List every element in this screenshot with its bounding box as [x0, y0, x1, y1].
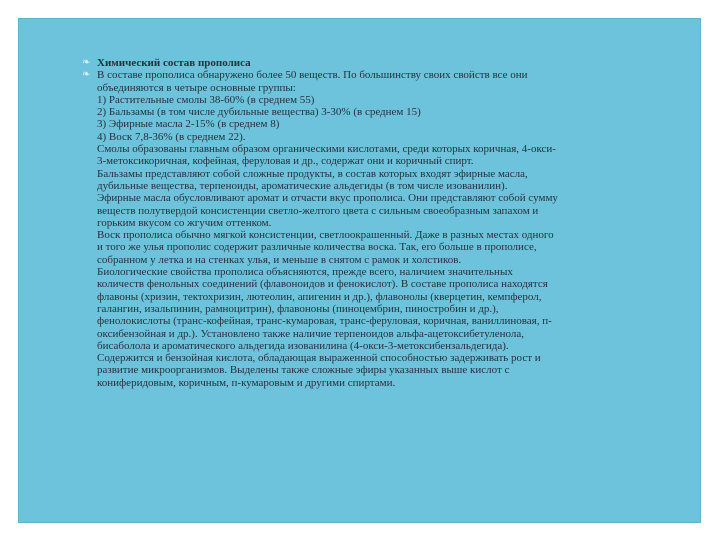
body-line: Содержится и бензойная кислота, обладающая выраженной способностью задерживать рост и [97, 352, 541, 365]
body-line: В составе прополиса обнаружено более 50 веществ. По большинству своих свойств все они [97, 69, 528, 82]
body-line: оксибензойная и др.). Установлено также наличие терпеноидов альфа-ацетоксибетуленола, [97, 327, 524, 340]
bullet-icon: ❧ [82, 57, 91, 68]
body-line: бисаболола и ароматического альдегида изованилина (4-окси-3-метоксибензальдегида). [97, 339, 509, 352]
body-line: 3) Эфирные масла 2-15% (в среднем 8) [97, 118, 280, 131]
body-line: 2) Бальзамы (в том числе дубильные вещества) 3-30% (в среднем 15) [97, 106, 421, 119]
body-line: и того же улья прополис содержит различные количества воска. Так, его больше в прополисе, [97, 241, 537, 254]
body-line: фенолокислоты (транс-кофейная, транс-кумаровая, транс-феруловая, коричная, ваниллиновая, п- [97, 315, 552, 328]
body-line: объединяются в четыре основные группы: [97, 81, 296, 94]
bullet-icon: ❧ [82, 69, 91, 81]
body-text [97, 69, 647, 389]
body-line: дубильные вещества, терпеноиды, ароматические альдегиды (в том числе изованилин). [97, 179, 508, 192]
body-line: Бальзамы представляют собой сложные продукты, в состав которых входят эфирные масла, [97, 167, 528, 180]
slide-heading: Химический состав прополиса [97, 57, 251, 69]
body-line: 4) Воск 7,8-36% (в среднем 22). [97, 130, 246, 143]
body-line: флавоны (хризин, тектохризин, лютеолин, апигенин и др.), флавонолы (кверцетин, кемпферол, [97, 290, 542, 303]
body-line: количеств фенольных соединений (флавоноидов и фенокислот). В составе прополиса находятся [97, 278, 548, 291]
body-line: веществ полутвердой консистенции светло-желтого цвета с сильным своеобразным запахом и [97, 204, 539, 217]
body-line: горьким вкусом со жгучим оттенком. [97, 216, 272, 229]
body-line: Воск прополиса обычно мягкой консистенции, светлоокрашенный. Даже в разных местах одного [97, 229, 554, 242]
body-line: собранном у летка и на стенках улья, и меньше в снятом с рамок и холстиков. [97, 253, 462, 266]
body-line: Смолы образованы главным образом органическими кислотами, среди которых коричная, 4-окси- [97, 143, 556, 156]
bullet-body [82, 69, 647, 389]
body-line: развитие микроорганизмов. Выделены также сложные эфиры указанных выше кислот с [97, 364, 510, 377]
body-line: 1) Растительные смолы 38-60% (в среднем 55) [97, 93, 315, 106]
body-line: кониферидовым, коричным, п-кумаровым и другими спиртами. [97, 376, 396, 389]
slide-content [82, 57, 647, 527]
body-line: Биологические свойства прополиса объясняются, прежде всего, наличием значительных [97, 266, 513, 279]
body-line: Эфирные масла обусловливают аромат и отчасти вкус прополиса. Они представляют собой сумму [97, 192, 558, 205]
body-line: 3-метоксикоричная, кофейная, феруловая и др., содержат они и коричный спирт. [97, 155, 474, 168]
body-line: галангин, изальпинин, рамноцитрин), флавононы (пиноцембрин, пиностробин и др.), [97, 302, 499, 315]
bullet-title [82, 57, 647, 69]
